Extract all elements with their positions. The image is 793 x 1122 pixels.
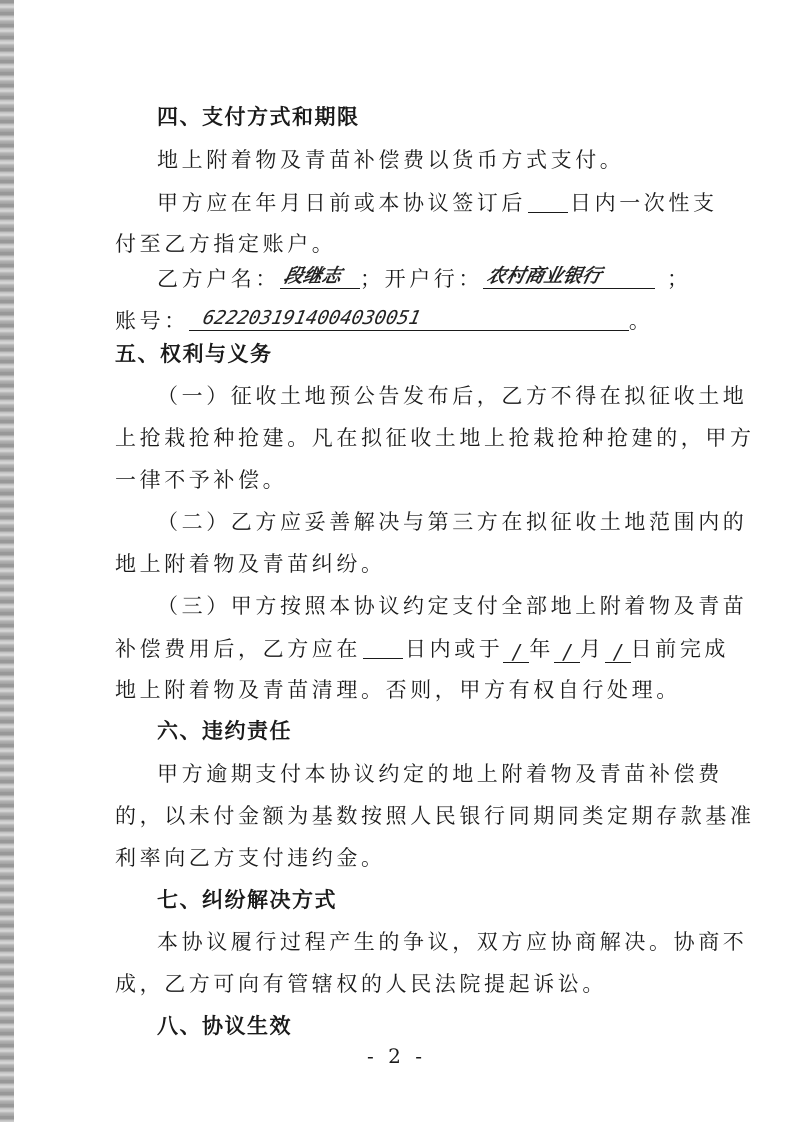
section-7-line-2: 成，乙方可向有管辖权的人民法院提起诉讼。 xyxy=(115,972,607,996)
section-4-para-1: 地上附着物及青苗补偿费以货币方式支付。 xyxy=(157,148,625,172)
day-field xyxy=(605,642,631,663)
section-4-para-2-text-b: 日内一次性支 xyxy=(570,191,718,215)
account-name-line xyxy=(157,265,692,291)
year-field xyxy=(503,642,529,663)
account-name-handwriting: 段继志 xyxy=(281,265,344,287)
section-6-line-1: 甲方逾期支付本协议约定的地上附着物及青苗补偿费 xyxy=(157,762,723,786)
item-3-text-b: 日内或于 xyxy=(405,637,504,661)
month-slash: / xyxy=(563,640,571,664)
section-5-item-1-line-3: 一律不予补偿。 xyxy=(115,468,288,492)
section-4-para-2-line-2: 付至乙方指定账户。 xyxy=(115,232,337,256)
section-4-para-2-line-1 xyxy=(157,192,718,214)
account-number-end-mark: 。 xyxy=(628,309,654,333)
account-number-label: 账号： xyxy=(115,309,189,333)
days-blank xyxy=(528,192,568,213)
account-number-line xyxy=(115,307,654,333)
section-6-line-2: 的，以未付金额为基数按照人民银行同期同类定期存款基准 xyxy=(115,804,755,828)
account-number-field xyxy=(189,307,629,331)
section-4-heading: 四、支付方式和期限 xyxy=(157,105,360,129)
account-name-label: 乙方户名： xyxy=(157,267,280,291)
bank-label: ；开户行： xyxy=(360,267,483,291)
section-5-item-2-line-2: 地上附着物及青苗纠纷。 xyxy=(115,552,386,576)
section-5-item-3-line-1: （三）甲方按照本协议约定支付全部地上附着物及青苗 xyxy=(157,594,748,618)
section-7-line-1: 本协议履行过程产生的争议，双方应协商解决。协商不 xyxy=(157,930,748,954)
item-3-year-label: 年 xyxy=(529,637,555,661)
day-slash: / xyxy=(614,640,621,664)
section-4-para-2-text-a: 甲方应在年月日前或本协议签订后 xyxy=(157,191,526,215)
item-3-month-label: 月 xyxy=(580,637,605,661)
item-3-text-a: 补偿费用后，乙方应在 xyxy=(115,637,361,661)
bank-field xyxy=(483,265,655,289)
month-field xyxy=(554,642,580,663)
section-5-item-3-line-3: 地上附着物及青苗清理。否则，甲方有权自行处理。 xyxy=(115,678,681,702)
section-6-heading: 六、违约责任 xyxy=(157,719,292,743)
section-5-heading: 五、权利与义务 xyxy=(115,342,273,366)
item-3-day-label: 日前完成 xyxy=(630,637,730,661)
section-5-item-3-line-2 xyxy=(115,638,729,663)
account-number-handwriting: 6222031914004030051 xyxy=(200,307,423,329)
section-8-heading: 八、协议生效 xyxy=(157,1014,292,1038)
clearance-days-blank xyxy=(363,638,403,659)
bank-end-mark: ； xyxy=(667,267,692,291)
section-5-item-1-line-1: （一）征收土地预公告发布后，乙方不得在拟征收土地 xyxy=(157,384,748,408)
bank-handwriting: 农村商业银行 xyxy=(484,265,604,287)
section-5-item-2-line-1: （二）乙方应妥善解决与第三方在拟征收土地范围内的 xyxy=(157,510,748,534)
scan-edge-shadow xyxy=(0,0,14,1122)
year-slash: / xyxy=(513,640,520,664)
account-name-field xyxy=(280,265,360,289)
section-5-item-1-line-2: 上抢栽抢种抢建。凡在拟征收土地上抢栽抢种抢建的，甲方 xyxy=(115,426,755,450)
section-7-heading: 七、纠纷解决方式 xyxy=(157,888,337,912)
section-6-line-3: 利率向乙方支付违约金。 xyxy=(115,846,386,870)
page-number: - 2 - xyxy=(367,1044,426,1068)
